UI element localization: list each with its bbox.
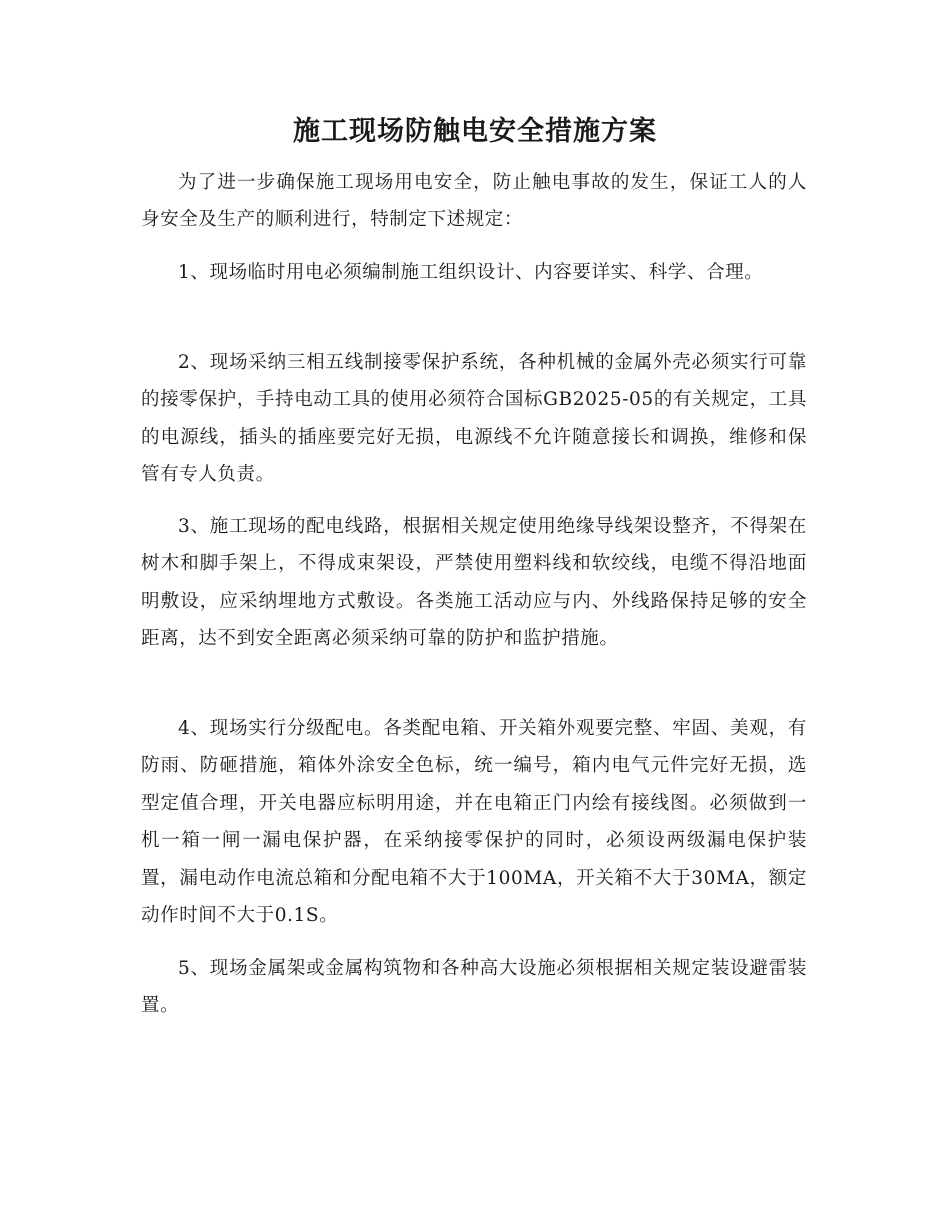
document-title: 施工现场防触电安全措施方案: [293, 116, 657, 147]
rule-paragraph-4: 4、现场实行分级配电。各类配电箱、开关箱外观要完整、牢固、美观，有防雨、防砸措施，箱体外涂安全色标，统一编号，箱内电气元件完好无损，选型定值合理，开关电器应标明用途，并在电箱正门内绘有接线图。必须做到一机一箱一闸一漏电保护器，在采纳接零保护的同时，必须设两级漏电保护装置，漏电动作电流总箱和分配电箱不大于100MA，开关箱不大于30MA，额定动作时间不大于0.1S。: [141, 718, 807, 927]
rule-paragraph-1: 1、现场临时用电必须编制施工组织设计、内容要详实、科学、合理。: [178, 262, 764, 283]
intro-paragraph: 为了进一步确保施工现场用电安全，防止触电事故的发生，保证工人的人身安全及生产的顺利进行，特制定下述规定：: [141, 172, 807, 231]
rule-paragraph-3: 3、施工现场的配电线路，根据相关规定使用绝缘导线架设整齐，不得架在树木和脚手架上，不得成束架设，严禁使用塑料线和软绞线，电缆不得沿地面明敷设，应采纳埋地方式敷设。各类施工活动应与内、外线路保持足够的安全距离，达不到安全距离必须采纳可靠的防护和监护措施。: [141, 516, 807, 650]
rule-paragraph-5: 5、现场金属架或金属构筑物和各种高大设施必须根据相关规定装设避雷装置。: [141, 958, 807, 1017]
rule-paragraph-2: 2、现场采纳三相五线制接零保护系统，各种机械的金属外壳必须实行可靠的接零保护，手持电动工具的使用必须符合国标GB2025-05的有关规定，工具的电源线，插头的插座要完好无损，电源线不允许随意接长和调换，维修和保管有专人负责。: [141, 352, 807, 486]
